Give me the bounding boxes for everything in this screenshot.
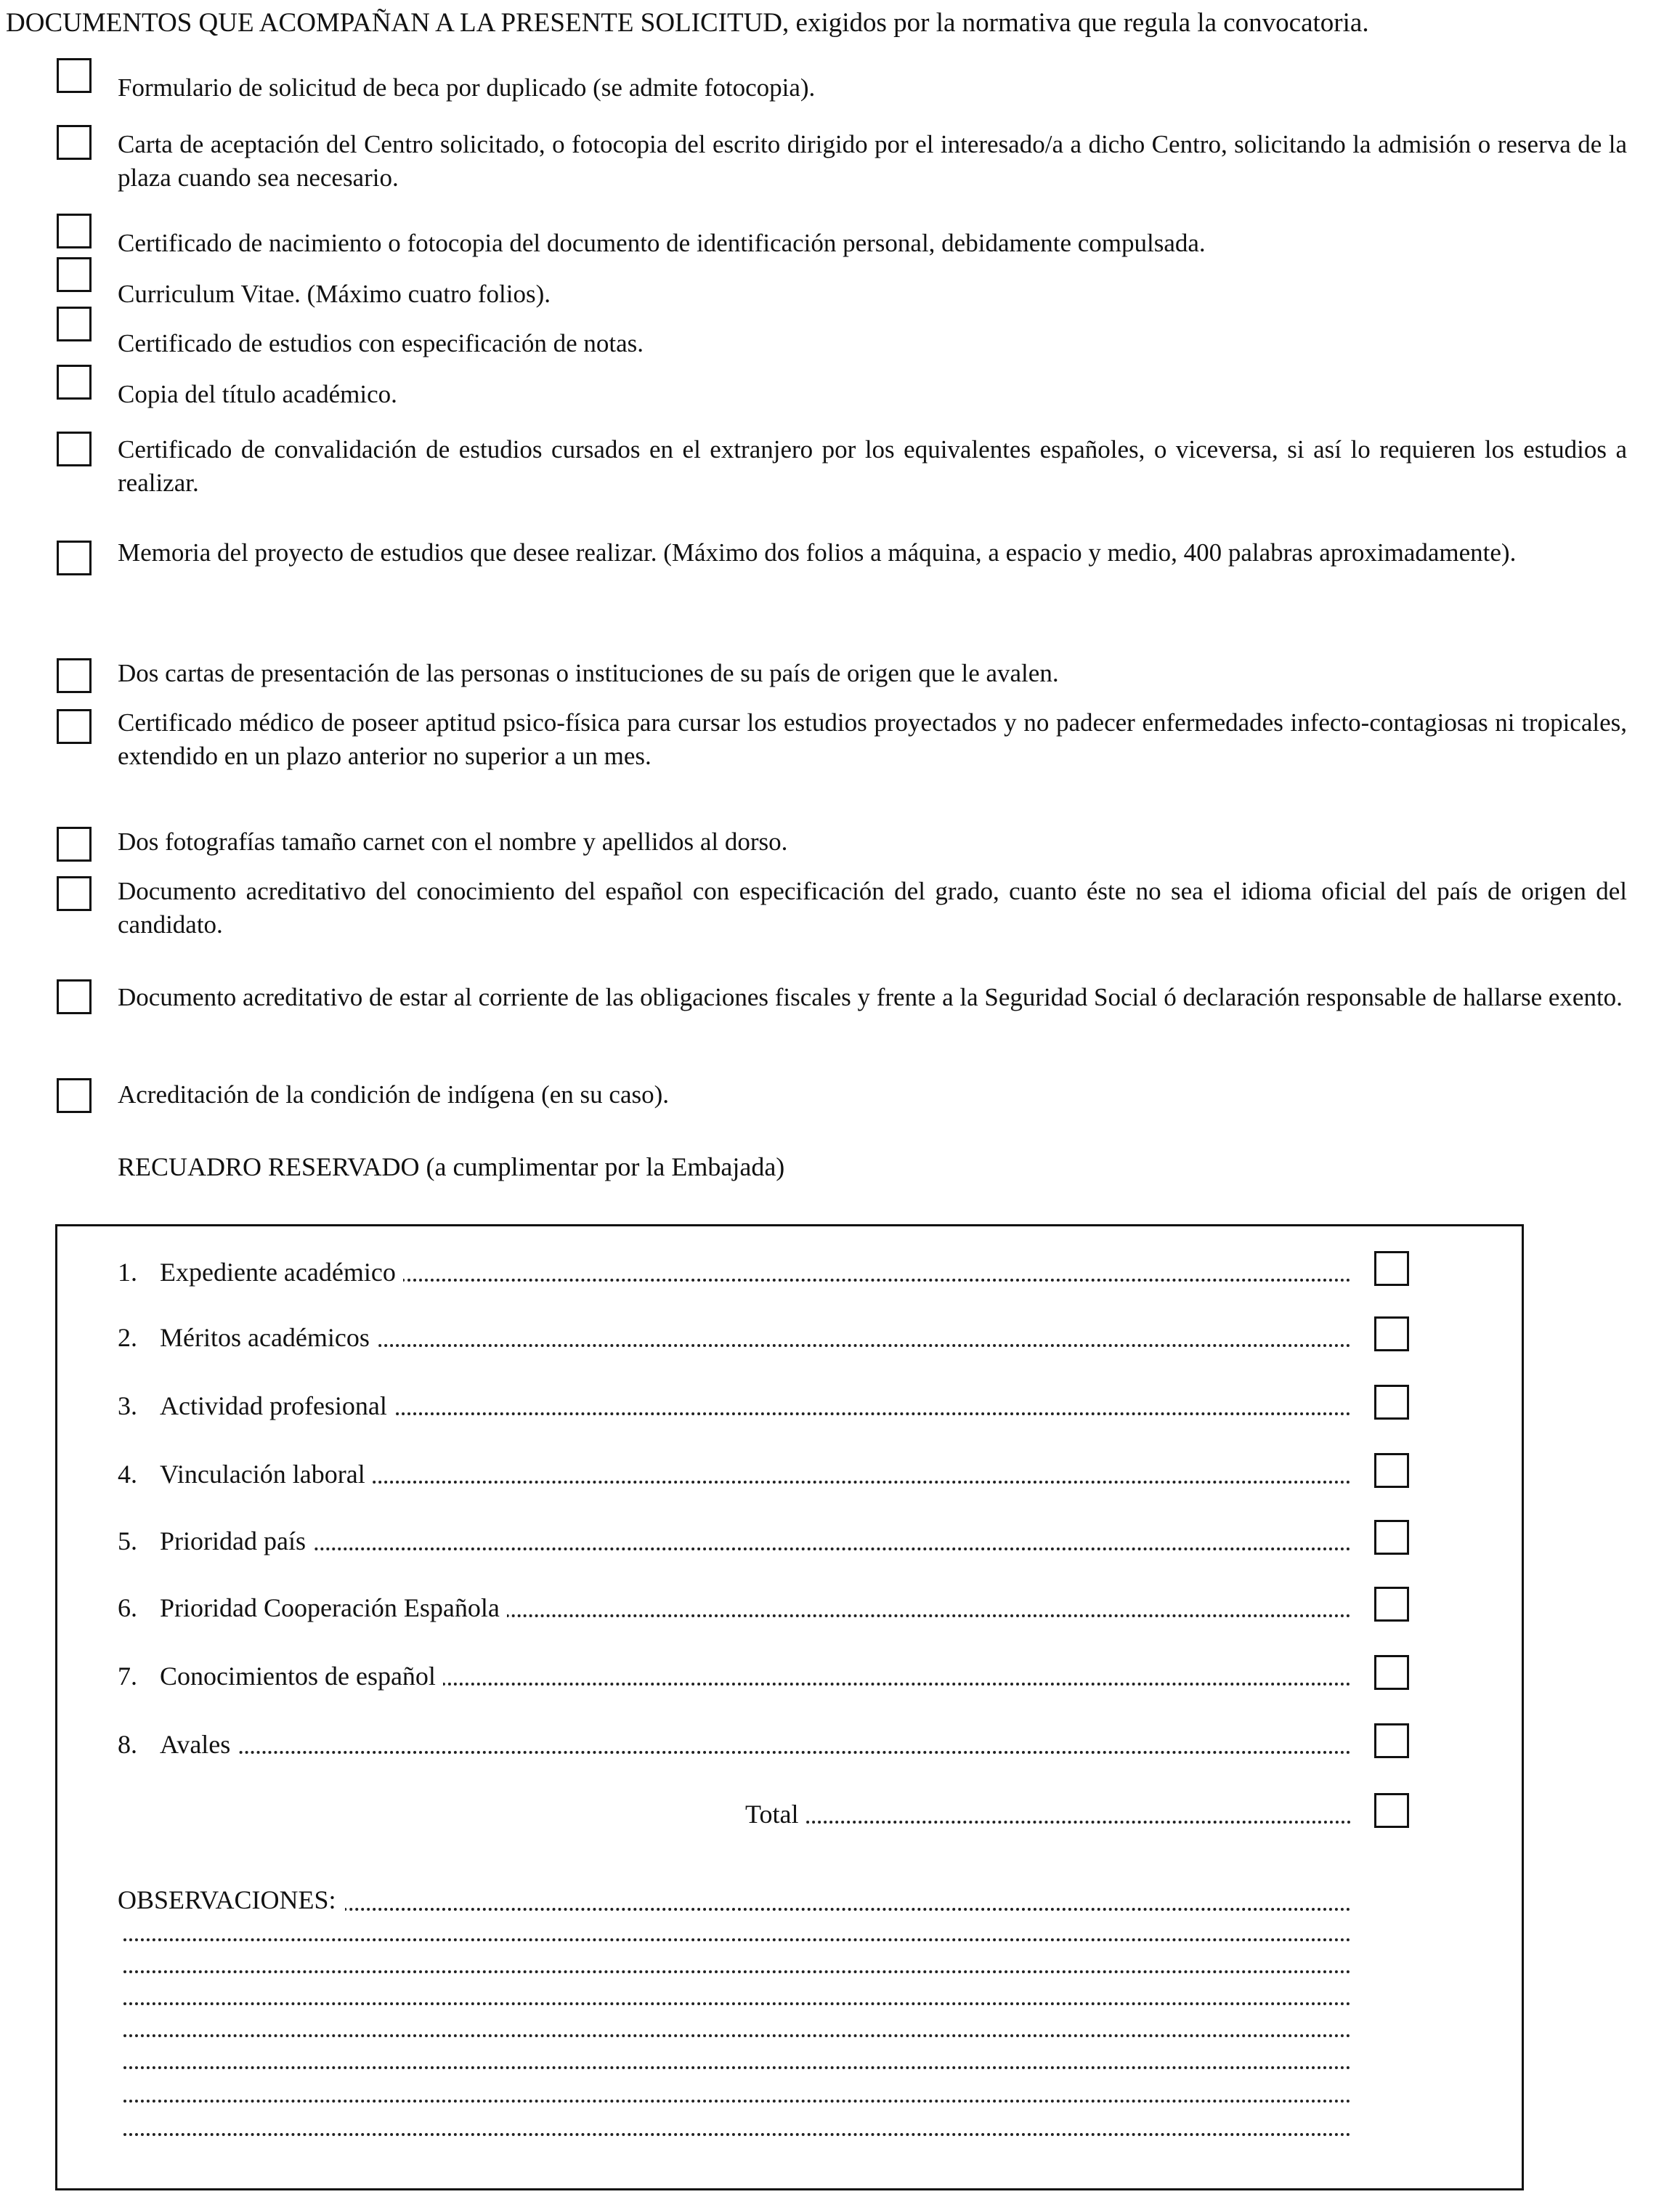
document-text: Formulario de solicitud de beca por duplicado (se admite fotocopia). — [118, 73, 816, 102]
criterion-score-box[interactable] — [1374, 1251, 1409, 1286]
document-checkbox[interactable] — [57, 365, 92, 400]
observations-label: OBSERVACIONES: — [118, 1883, 345, 1917]
document-text: Acreditación de la condición de indígena (en su caso). — [118, 1080, 670, 1109]
document-checkbox[interactable] — [57, 979, 92, 1014]
criterion-name: Actividad profesional — [160, 1391, 387, 1420]
criterion-label — [118, 1728, 238, 1761]
documents-heading-rest: exigidos por la normativa que regula la convocatoria. — [789, 8, 1369, 38]
observations-line[interactable] — [123, 2066, 1351, 2069]
observations-line[interactable] — [123, 2133, 1351, 2136]
criterion-label — [118, 1659, 443, 1693]
criterion-name: Méritos académicos — [160, 1323, 370, 1352]
criterion-number: 2. — [118, 1323, 137, 1352]
documents-heading-lead: DOCUMENTOS QUE ACOMPAÑAN A LA PRESENTE SOLICITUD, — [6, 8, 790, 38]
documents-heading — [6, 4, 1662, 42]
dotted-leader — [123, 1751, 1351, 1754]
criterion-row — [0, 1587, 1680, 1630]
document-checkbox[interactable] — [57, 827, 92, 862]
document-text: Copia del título académico. — [118, 380, 397, 408]
reserved-box-title: RECUADRO RESERVADO (a cumplimentar por la Embajada) — [118, 1152, 785, 1181]
criterion-label — [118, 1524, 313, 1558]
document-checkbox[interactable] — [57, 125, 92, 160]
document-checkbox[interactable] — [57, 432, 92, 466]
criterion-label — [118, 1457, 373, 1491]
document-text: Certificado médico de poseer aptitud psico-física para cursar los estudios proyectados y no padecer enfermedades infecto-contagiosas ni tropicales, extendido en un plazo anterior no superior a un mes. — [118, 708, 1627, 770]
document-checkbox[interactable] — [57, 709, 92, 744]
dotted-leader — [748, 1821, 1351, 1824]
document-text: Dos cartas de presentación de las personas o instituciones de su país de origen que le avalen. — [118, 659, 1059, 687]
criterion-row — [0, 1453, 1680, 1497]
criterion-row — [0, 1655, 1680, 1699]
total-row — [0, 1793, 1680, 1837]
criterion-number: 3. — [118, 1391, 137, 1420]
criterion-score-box[interactable] — [1374, 1655, 1409, 1690]
criterion-score-box[interactable] — [1374, 1385, 1409, 1420]
document-checkbox[interactable] — [57, 257, 92, 292]
criterion-number: 4. — [118, 1460, 137, 1489]
document-checkbox[interactable] — [57, 58, 92, 93]
document-text: Carta de aceptación del Centro solicitado, o fotocopia del escrito dirigido por el interesado/a a dicho Centro, solicitando la admisión o reserva de la plaza cuando sea necesario. — [118, 130, 1627, 192]
criterion-number: 6. — [118, 1593, 137, 1622]
criterion-name: Prioridad Cooperación Española — [160, 1593, 500, 1622]
observations-line[interactable] — [123, 2100, 1351, 2103]
criterion-number: 8. — [118, 1730, 137, 1759]
document-text: Dos fotografías tamaño carnet con el nombre y apellidos al dorso. — [118, 828, 788, 856]
criterion-row — [0, 1520, 1680, 1563]
criterion-name: Prioridad país — [160, 1526, 306, 1555]
document-checkbox[interactable] — [57, 214, 92, 248]
observations-line[interactable] — [123, 1938, 1351, 1941]
criterion-score-box[interactable] — [1374, 1316, 1409, 1351]
document-text: Certificado de nacimiento o fotocopia del documento de identificación personal, debidamente compulsada. — [118, 229, 1206, 257]
criterion-row — [0, 1385, 1680, 1428]
criterion-label — [118, 1389, 394, 1423]
criterion-label — [118, 1321, 377, 1354]
document-text: Documento acreditativo de estar al corriente de las obligaciones fiscales y frente a la Seguridad Social ó declaración responsable de hallarse exento. — [118, 983, 1623, 1011]
reserved-box — [55, 1224, 1524, 2190]
criterion-name: Conocimientos de español — [160, 1662, 436, 1691]
criterion-name: Expediente académico — [160, 1258, 396, 1287]
document-checkbox[interactable] — [57, 1078, 92, 1113]
document-text: Certificado de convalidación de estudios cursados en el extranjero por los equivalentes españoles, o viceversa, si así lo requieren los estudios a realizar. — [118, 435, 1627, 497]
criterion-name: Avales — [160, 1730, 231, 1759]
criterion-row — [0, 1251, 1680, 1295]
criterion-score-box[interactable] — [1374, 1723, 1409, 1758]
observations-line[interactable] — [123, 1970, 1351, 1973]
criterion-row — [0, 1316, 1680, 1360]
criterion-score-box[interactable] — [1374, 1520, 1409, 1555]
document-checkbox[interactable] — [57, 541, 92, 575]
document-text: Documento acreditativo del conocimiento del español con especificación del grado, cuanto éste no sea el idioma oficial del país de origen del candidato. — [118, 877, 1627, 939]
document-text: Certificado de estudios con especificación de notas. — [118, 329, 644, 357]
criterion-label — [118, 1591, 507, 1625]
document-checkbox[interactable] — [57, 658, 92, 693]
criterion-score-box[interactable] — [1374, 1587, 1409, 1622]
total-label: Total — [745, 1797, 805, 1831]
criterion-number: 7. — [118, 1662, 137, 1691]
document-text: Curriculum Vitae. (Máximo cuatro folios). — [118, 280, 551, 308]
total-score-box[interactable] — [1374, 1793, 1409, 1828]
observations-line[interactable] — [123, 2034, 1351, 2037]
criterion-row — [0, 1723, 1680, 1767]
document-text: Memoria del proyecto de estudios que desee realizar. (Máximo dos folios a máquina, a espacio y medio, 400 palabras aproximadamente). — [118, 538, 1517, 567]
criterion-number: 1. — [118, 1258, 137, 1287]
criterion-label — [118, 1255, 403, 1289]
criterion-score-box[interactable] — [1374, 1453, 1409, 1488]
document-checkbox[interactable] — [57, 876, 92, 911]
document-checkbox[interactable] — [57, 307, 92, 341]
observations-line[interactable] — [123, 2002, 1351, 2005]
criterion-name: Vinculación laboral — [160, 1460, 365, 1489]
criterion-number: 5. — [118, 1526, 137, 1555]
